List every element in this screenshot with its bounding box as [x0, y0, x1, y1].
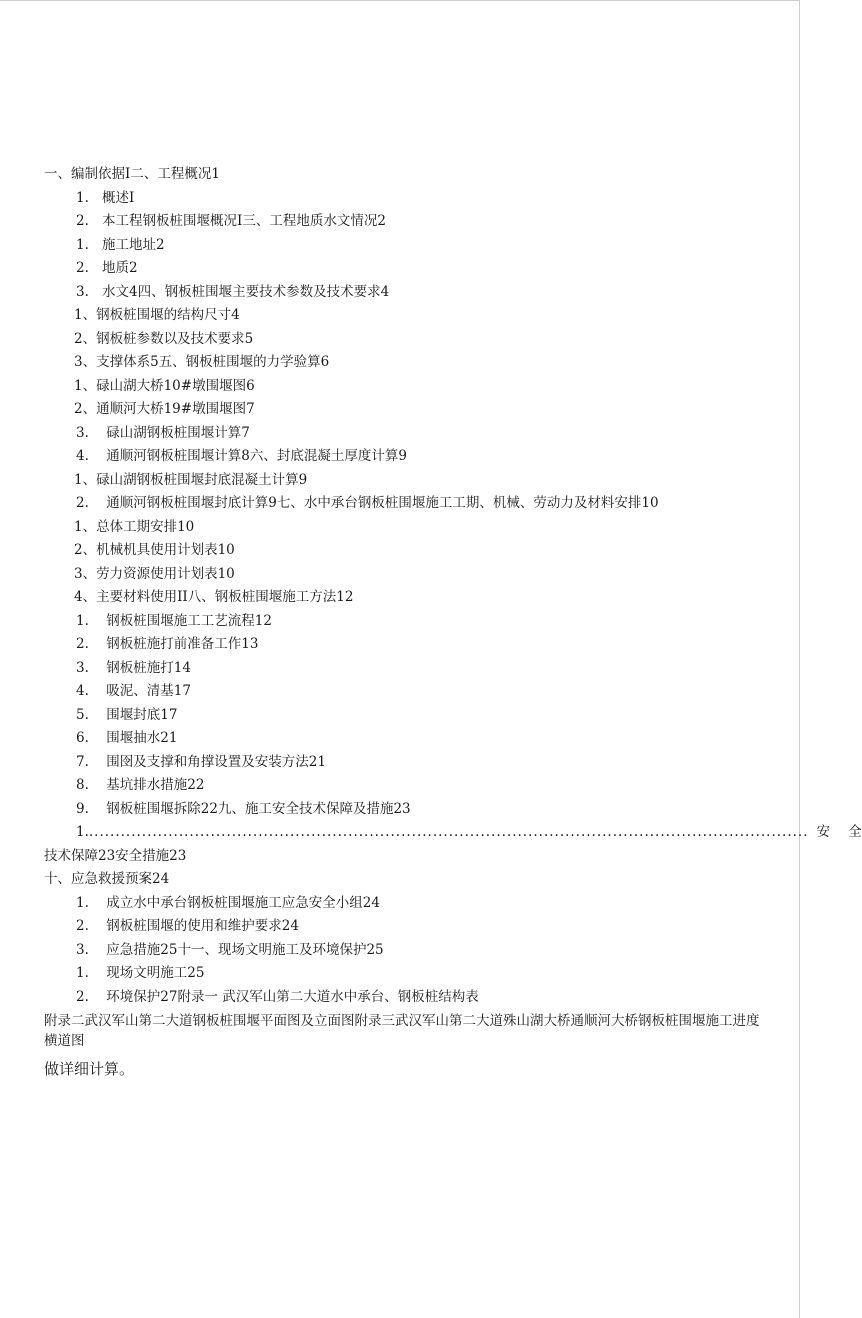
toc-entry — [44, 774, 770, 798]
toc-entry — [44, 163, 770, 187]
toc-entry-text: 一、编制依据I二、工程概况1 — [44, 166, 220, 182]
toc-entry-text: 概述I — [102, 189, 135, 206]
toc-entry — [44, 281, 770, 305]
toc-entry-text: 4、主要材料使用II八、钢板桩围堰施工方法12 — [74, 589, 354, 605]
toc-entry — [44, 539, 770, 563]
toc-entry — [44, 986, 770, 1010]
appendix-paragraph: 附录二武汉军山第二大道钢板桩围堰平面图及立面图附录三武汉军山第二大道殊山湖大桥通顺河大桥钢板桩围堰施工进度横道图 — [44, 1013, 760, 1049]
toc-entry-number: 2. — [76, 636, 89, 652]
toc-entry — [44, 375, 770, 399]
toc-entry-number: 2. — [76, 213, 89, 229]
toc-entry — [44, 680, 770, 704]
toc-entry-text: 通顺河钢板桩围堰封底计算9七、水中承台钢板桩围堰施工工期、机械、劳动力及材料安排10 — [102, 495, 659, 511]
toc-leader-number: 1. — [76, 824, 89, 840]
toc-section-a — [44, 163, 770, 821]
toc-entry-text: 碌山湖钢板桩围堰计算7 — [102, 424, 250, 441]
toc-entry-text: 水文4四、钢板桩围堰主要技术参数及技术要求4 — [102, 283, 390, 300]
toc-leader-line — [44, 821, 862, 845]
toc-entry — [44, 187, 770, 211]
toc-entry-text: 围囹及支撑和角撑设置及安装方法21 — [102, 753, 326, 770]
toc-leader-dots: ........................................................................................................................................ — [88, 824, 809, 840]
toc-entry-text: 本工程钢板桩围堰概况I三、工程地质水文情况2 — [102, 213, 386, 229]
toc-entry-text: 钢板桩围堰的使用和维护要求24 — [102, 918, 299, 934]
toc-entry — [44, 939, 770, 963]
toc-entry — [44, 351, 770, 375]
toc-leader-tail: 安 全 — [816, 824, 862, 840]
toc-entry — [44, 492, 770, 516]
toc-entry — [44, 398, 770, 422]
toc-entry — [44, 727, 770, 751]
toc-entry — [44, 868, 770, 892]
toc-entry — [44, 657, 770, 681]
toc-entry — [44, 445, 770, 469]
toc-entry — [44, 234, 770, 258]
toc-entry-number: 3. — [76, 659, 89, 676]
toc-entry-number: 1. — [76, 965, 89, 981]
toc-entry-number: 1. — [76, 189, 89, 206]
top-border — [0, 0, 800, 1]
toc-entry-number: 1. — [76, 236, 89, 253]
toc-entry-text: 现场文明施工25 — [102, 965, 205, 981]
toc-entry-number: 3. — [76, 941, 89, 958]
toc-entry-text: 围堰封底17 — [102, 706, 178, 723]
toc-entry-number: 2. — [76, 260, 89, 276]
toc-entry-number: 4. — [76, 683, 89, 699]
toc-entry-text: 3、劳力资源使用计划表10 — [74, 565, 235, 582]
toc-entry — [44, 469, 770, 493]
toc-entry-number: 7. — [76, 753, 89, 770]
toc-entry — [44, 704, 770, 728]
toc-entry-text: 地质2 — [102, 260, 138, 276]
toc-entry-text: 3、支撑体系5五、钢板桩围堰的力学验算6 — [74, 354, 330, 370]
table-of-contents — [44, 163, 862, 1081]
toc-entry-text: 十、应急救援预案24 — [44, 871, 170, 887]
toc-entry — [44, 751, 770, 775]
toc-entry-text: 钢板桩施打前准备工作13 — [102, 636, 259, 652]
toc-entry — [44, 610, 770, 634]
closing-paragraph: 做详细计算。 — [44, 1060, 135, 1078]
toc-entry-text: 2、通顺河大桥19#墩围堰图7 — [74, 401, 255, 417]
toc-leader-continuation: 技术保障23安全措施23 — [44, 847, 187, 864]
toc-entry-number: 1. — [76, 612, 89, 629]
toc-entry-text: 钢板桩施打14 — [102, 659, 191, 676]
toc-entry-text: 钢板桩围堰施工工艺流程12 — [102, 612, 272, 629]
toc-entry — [44, 915, 770, 939]
toc-entry-text: 基坑排水措施22 — [102, 777, 205, 793]
toc-entry — [44, 257, 770, 281]
toc-entry — [44, 328, 770, 352]
toc-entry-number: 2. — [76, 988, 89, 1005]
toc-entry-number: 6. — [76, 730, 89, 746]
toc-entry-number: 4. — [76, 448, 89, 464]
toc-entry — [44, 962, 770, 986]
toc-entry-text: 1、碌山湖大桥10#墩围堰图6 — [74, 377, 255, 394]
toc-entry-text: 2、机械机具使用计划表10 — [74, 542, 235, 558]
toc-entry-text: 1、钢板桩围堰的结构尺寸4 — [74, 307, 240, 323]
toc-entry-number: 1. — [76, 894, 89, 911]
toc-entry-number: 9. — [76, 800, 89, 817]
toc-entry-text: 围堰抽水21 — [102, 730, 178, 746]
right-border — [799, 0, 800, 1318]
toc-entry-number: 2. — [76, 918, 89, 934]
toc-entry — [44, 516, 770, 540]
toc-entry — [44, 563, 770, 587]
toc-entry — [44, 892, 770, 916]
toc-entry-number: 5. — [76, 706, 89, 723]
toc-entry-text: 施工地址2 — [102, 236, 165, 253]
toc-entry-text: 吸泥、清基17 — [102, 683, 191, 699]
toc-entry-number: 2. — [76, 495, 89, 511]
toc-entry-text: 应急措施25十一、现场文明施工及环境保护25 — [102, 941, 384, 958]
toc-entry-text: 通顺河钢板桩围堰计算8六、封底混凝土厚度计算9 — [102, 448, 407, 464]
toc-entry — [44, 586, 770, 610]
toc-entry-text: 1、总体工期安排10 — [74, 518, 195, 535]
toc-entry — [44, 422, 770, 446]
toc-entry-text: 2、钢板桩参数以及技术要求5 — [74, 330, 254, 347]
toc-entry — [44, 633, 770, 657]
toc-entry-number: 8. — [76, 777, 89, 793]
toc-entry-number: 3. — [76, 424, 89, 441]
toc-entry-number: 3. — [76, 283, 89, 300]
toc-entry-text: 环境保护27附录一 武汉军山第二大道水中承台、钢板桩结构表 — [102, 988, 479, 1005]
toc-entry-text: 成立水中承台钢板桩围堰施工应急安全小组24 — [102, 894, 380, 911]
toc-section-b — [44, 868, 770, 1009]
toc-entry-text: 1、碌山湖钢板桩围堰封底混凝土计算9 — [74, 471, 308, 488]
toc-entry — [44, 798, 770, 822]
toc-entry — [44, 304, 770, 328]
toc-entry-text: 钢板桩围堰拆除22九、施工安全技术保障及措施23 — [102, 800, 411, 817]
toc-entry — [44, 210, 770, 234]
